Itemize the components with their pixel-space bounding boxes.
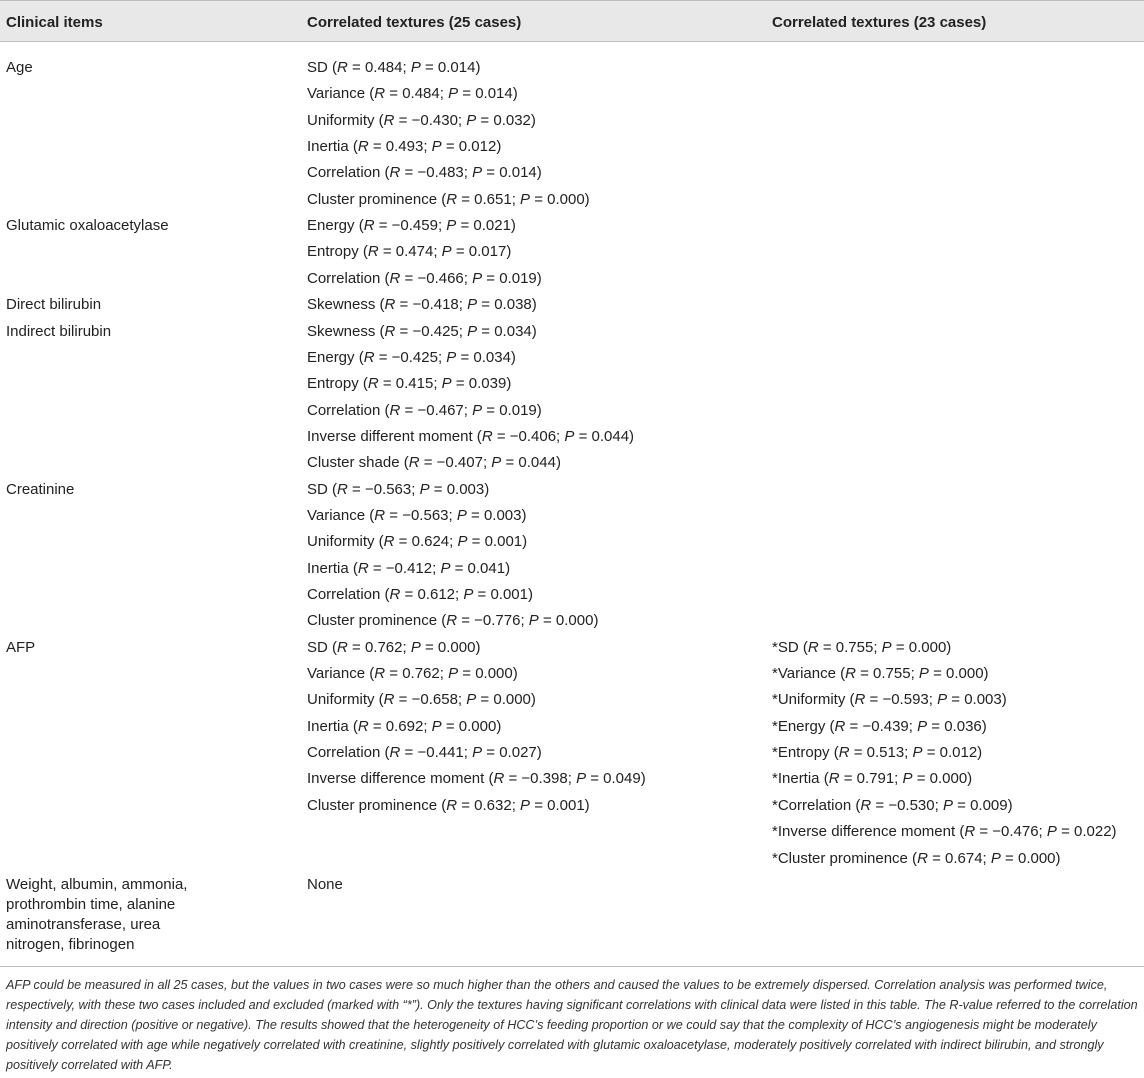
texture-25-entry: Inertia (R = 0.692; P = 0.000) <box>307 717 502 735</box>
texture-25-entry: Correlation (R = −0.441; P = 0.027) <box>307 744 542 762</box>
clinical-item: nitrogen, fibrinogen <box>6 935 135 953</box>
texture-25-entry: Inverse difference moment (R = −0.398; P = 0.049) <box>307 770 646 788</box>
texture-25-entry: Correlation (R = −0.483; P = 0.014) <box>307 164 542 182</box>
texture-25-entry: Uniformity (R = 0.624; P = 0.001) <box>307 533 528 551</box>
texture-25-entry: Cluster shade (R = −0.407; P = 0.044) <box>307 454 561 472</box>
clinical-item: aminotransferase, urea <box>6 915 161 933</box>
texture-23-entry: *Inertia (R = 0.791; P = 0.000) <box>772 770 973 788</box>
texture-25-entry: Inertia (R = −0.412; P = 0.041) <box>307 559 511 577</box>
texture-25-entry: SD (R = 0.484; P = 0.014) <box>307 59 481 76</box>
texture-25-entry: Uniformity (R = −0.430; P = 0.032) <box>307 111 536 129</box>
texture-25-entry: Correlation (R = −0.467; P = 0.019) <box>307 401 542 419</box>
texture-none: None <box>307 875 343 893</box>
table-bottom-rule <box>0 966 1144 967</box>
texture-25-entry: Uniformity (R = −0.658; P = 0.000) <box>307 691 536 709</box>
texture-25-entry: Energy (R = −0.425; P = 0.034) <box>307 348 516 366</box>
clinical-item: Age <box>6 59 33 76</box>
clinical-item: Creatinine <box>6 480 75 498</box>
texture-25-entry: SD (R = −0.563; P = 0.003) <box>307 480 490 498</box>
texture-25-entry: Variance (R = 0.762; P = 0.000) <box>307 665 518 683</box>
clinical-item: Direct bilirubin <box>6 296 102 314</box>
table-header <box>0 0 1144 42</box>
texture-25-entry: Cluster prominence (R = 0.651; P = 0.000) <box>307 190 590 208</box>
clinical-item: Weight, albumin, ammonia, <box>6 875 188 893</box>
header-textures-23: Correlated textures (23 cases) <box>772 14 987 31</box>
header-clinical-items: Clinical items <box>6 14 103 31</box>
texture-25-entry: Correlation (R = 0.612; P = 0.001) <box>307 586 533 603</box>
texture-23-entry: *Energy (R = −0.439; P = 0.036) <box>772 717 987 735</box>
texture-25-entry: Entropy (R = 0.474; P = 0.017) <box>307 243 512 261</box>
texture-23-entry: *Inverse difference moment (R = −0.476; P = 0.022) <box>772 823 1117 841</box>
texture-25-entry: Correlation (R = −0.466; P = 0.019) <box>307 269 542 287</box>
texture-25-entry: Inertia (R = 0.493; P = 0.012) <box>307 138 502 156</box>
texture-23-entry: *SD (R = 0.755; P = 0.000) <box>772 638 952 656</box>
texture-25-entry: Skewness (R = −0.418; P = 0.038) <box>307 296 537 314</box>
texture-23-entry: *Uniformity (R = −0.593; P = 0.003) <box>772 691 1007 709</box>
texture-23-entry: *Correlation (R = −0.530; P = 0.009) <box>772 796 1013 814</box>
header-textures-25: Correlated textures (25 cases) <box>307 14 522 31</box>
texture-25-entry: Variance (R = −0.563; P = 0.003) <box>307 506 527 524</box>
clinical-item: AFP <box>6 638 36 656</box>
texture-25-entry: Variance (R = 0.484; P = 0.014) <box>307 85 518 103</box>
texture-25-entry: Skewness (R = −0.425; P = 0.034) <box>307 322 537 340</box>
texture-23-entry: *Entropy (R = 0.513; P = 0.012) <box>772 744 983 762</box>
texture-23-entry: *Variance (R = 0.755; P = 0.000) <box>772 665 989 683</box>
clinical-item: Glutamic oxaloacetylase <box>6 217 169 235</box>
texture-25-entry: Inverse different moment (R = −0.406; P = 0.044) <box>307 427 635 445</box>
texture-25-entry: Entropy (R = 0.415; P = 0.039) <box>307 375 512 393</box>
clinical-item: prothrombin time, alanine <box>6 895 176 913</box>
clinical-item: Indirect bilirubin <box>6 322 112 340</box>
table-footnote: AFP could be measured in all 25 cases, but the values in two cases were so much higher than the others and caused the values to be extremely dispersed. Correlation analysis was performed twice, respectively, with these two cases included and excluded (marked with “*”). Only the textures having significant correlations with clinical data were listed in this table. The R-value referred to the correlation intensity and direction (positive or negative). The results showed that the heterogeneity of HCC’s feeding proportion or we could say that the complexity of HCC’s angiogenesis might be moderately positively correlated with age while negatively correlated with creatinine, slightly positively correlated with glutamic oxaloacetylase, moderately positively correlated with indirect bilirubin, and strongly positively correlated with AFP. <box>6 978 1138 1072</box>
texture-25-entry: Cluster prominence (R = −0.776; P = 0.000) <box>307 612 599 630</box>
texture-25-entry: Cluster prominence (R = 0.632; P = 0.001) <box>307 796 590 814</box>
texture-25-entry: Energy (R = −0.459; P = 0.021) <box>307 217 516 235</box>
texture-25-entry: SD (R = 0.762; P = 0.000) <box>307 638 481 656</box>
texture-23-entry: *Cluster prominence (R = 0.674; P = 0.000) <box>772 849 1061 867</box>
